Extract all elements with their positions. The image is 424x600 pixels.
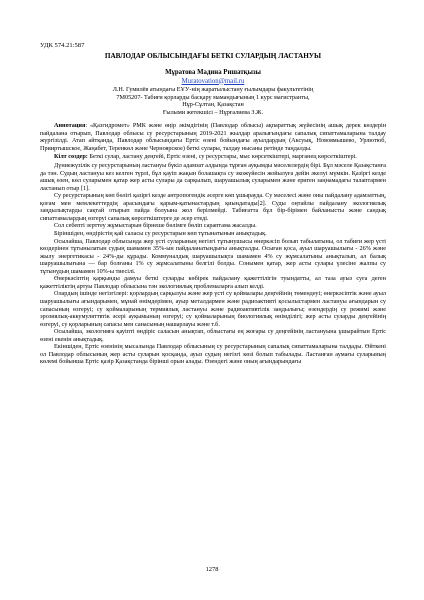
body-paragraph: Екіншіден, Ертіс өзенінің мысалында Павлодар облысының су ресурстарының сапалық сипаттамаларына талдады. Өйткені ол Павлодар облысының жер асты суларын қосқанда, ауыз судың негізгі көзі болып табылады. Ластанған аумағы суларының көлемі бойынша Ертіс қазір Қазақстанда бірінші орын алады. Өзендегі және оның ағындарындағы	[40, 343, 386, 366]
affiliation-line: Л.Н. Гумилёв атындағы ЕҰУ-нің жаратылыстану ғылымдары факультетінің	[112, 86, 314, 93]
body-paragraph: Сол себепті зерттеу жұмыстарын бірнеше бөлімге бөліп сараптама жасалды.	[54, 222, 257, 230]
author-name: Мұратова Мадина Ришатқызы	[165, 69, 261, 76]
paper-title: ПАВЛОДАР ОБЛЫСЫНДАҒЫ БЕТКІ СУЛАРДЫҢ ЛАСТАНУЫ	[104, 52, 322, 60]
body-paragraph: Өнеркәсіптің қарқынды дамуы беткі суларды көбірек пайдалану қажеттілігін туындатты, ал таза ауыз суға деген қажеттіліктің артуы Павлодар облысына тән экологиялық проблемаларға алып келді.	[40, 275, 386, 290]
body-paragraph: Дүниежүзілік су ресурстарының ластануы бүкіл адамзат алдында тұрған ауқымды мәселелердің бірі. Бұл мәселе Қазақстанға да тән. Судың ластануы кез келген түрлі, бұл қауіп жақын болашақта су экожүйесін жойылуға дейін әкелуі мүмкін. Қазіргі кезде ашық өзен, көл суларымен қатар жер асты сулары да сарқылып, шаруашылық суларымен және ериген заңнамадағы талаптармен ластанып отыр [1].	[40, 162, 386, 192]
affiliation-line: Нұр-Сұлтан, Қазақстан	[182, 101, 244, 109]
affiliation-line: Ғылыми жетекшісі – Нұрғалиева З.Ж.	[162, 108, 264, 116]
abstract	[40, 122, 386, 152]
body-paragraph: Осылайша, экологияға қауіпті өндіріс саласын анықтап, облыстағы ең жоғары су деңгейінің ластануына ұшырайтын Ертіс өзені екенін анықтадық.	[40, 328, 386, 343]
page-number: 1278	[205, 566, 219, 573]
udk-code: УДК 574.21:587	[40, 42, 85, 49]
affiliation-block	[40, 86, 386, 116]
keywords	[40, 153, 386, 161]
author-email-link[interactable]: Muratovation@mail.ru	[181, 77, 245, 85]
keywords-label: Кілт сөздер:	[54, 152, 88, 160]
body-text	[40, 162, 386, 366]
body-paragraph: Біріншіден, өндірістің қай саласы су ресурстарын көп тұтынатынын анықтадық.	[54, 230, 267, 238]
abstract-text: : «Қазгидромет» РМК және өңір әкімдігінің (Павлодар облысы) ақпараттық жүйесінің ашық дерек көздерін пайдалана отырып, Павлодар облысы су ресурстарының 2019-2021 жылдар аралығындағы сапалық сипаттамаларына талдау жүргізілді. Атап айтқанда, Павлодар облысындағы Ертіс өзені бойындағы ауылдардың (Аксуық, Новоямышево, Урлютюб, Прииртышское, Жаңабет, Теренкөл және Черноярское) беткі сулары, талдау нысаны ретінде таңдалды.	[40, 122, 386, 153]
abstract-label: Аннотация	[54, 122, 86, 130]
affiliation-line: 7M05207- Табиғи қорларды басқару мамандығының 1 курс магистранты,	[116, 93, 310, 101]
body-paragraph: Су ресурстарының көп бөлігі қазіргі кезде антропогендік әсерге көп ұшырауда. Су мәселесі және оны пайдалану адамзаттың, қоғам мен мемлекеттердің арасындағы қарым-қатынастардың қиындатады[2]. Суды оңтайлы пайдалану экологиялық заңдылықтарды сақтай отырып пайда болуына жол берілмейді. Табиғатта бұл бір-бірімен байланысты және сандық сипаттамалардың өзгеруі сапалық көрсеткіштерге де әсер етеді.	[40, 192, 386, 222]
body-paragraph: Осылайша, Павлодар облысында жер үсті суларының негізгі тұтынушысы өнеркәсіп болып табылатыны, ол табиғи жер үсті көздерінен тұтынылатын судың шамамен 35%-ын пайдаланатындығы анықталды. Осыған қоса, ауыл шаруашылығы - 26% және жылу энергетикасы - 24%-ды құрады. Коммуналдық шаруашылықта шамамен 4% су жұмсалатыны анықталып, ал балық шаруашылығына — бар болғаны 1% су жұмсалатыны белгілі болды. Сонымен қатар, жер асты сулары үлесіне жалпы су тұтынудың шамамен 10%-ы тиесілі.	[40, 237, 386, 275]
keywords-text: Беткі сулар, ластану деңгейі, Ертіс өзені, су ресурстары, мыс көрсеткіштері, марганец көрсеткіштері.	[87, 152, 357, 160]
body-paragraph: Олардың ішінде негізгілері: қорлардың сарқылуы және жер үсті су қоймалары деңгейінің төмендеуі; өнеркәсіптік және ауыл шаруашылығы ағындарымен, мұнай өнімдерімен, ауыр металдармен және радиоактивті қосылыстармен ластануы ағындарын су сапасының өзгеруі; су қоймаларының термиялық ластануы және радиоактивтілік заңдылығы; өзендердің су режимі және эрозиялық-аккумуляттвтік әсері ауқымының өзгеруі; су қоймаларының биологиялық өнімділігі; жер асты суларды деңгейінің өзгеруі, су қорларының сапасы мен санасының нашарлауы және т.б.	[40, 290, 386, 328]
